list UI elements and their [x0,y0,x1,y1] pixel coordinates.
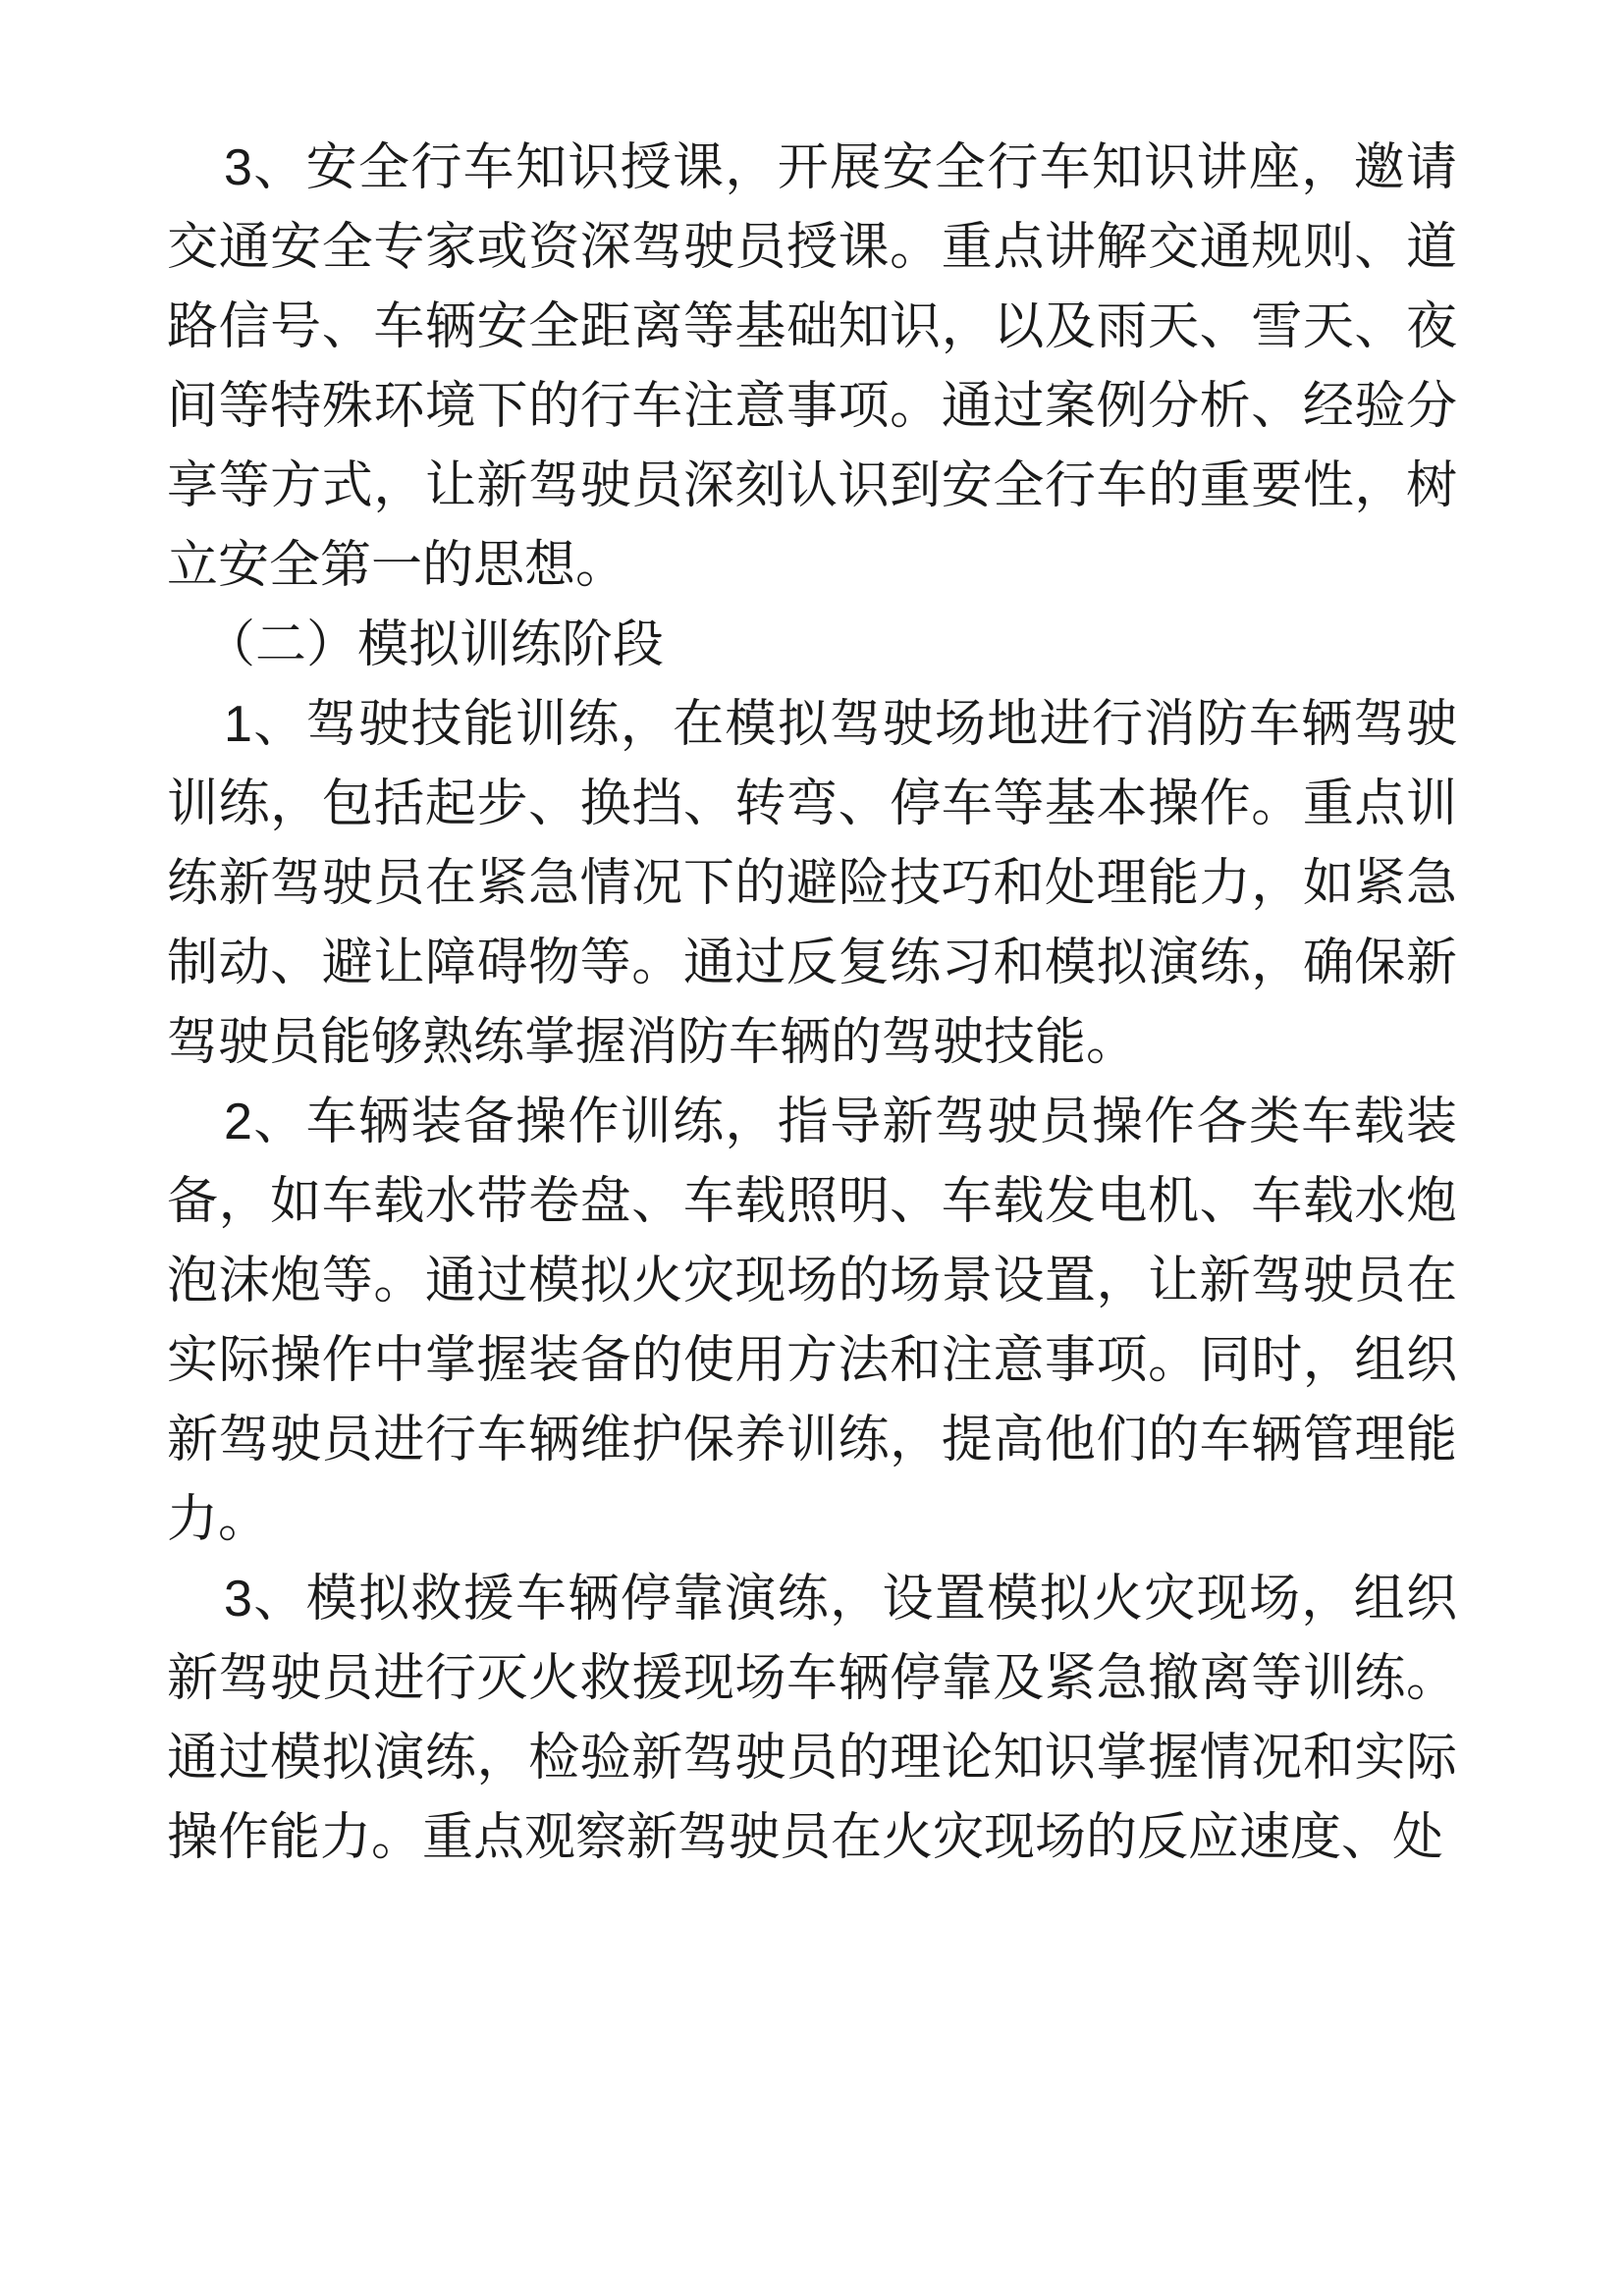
paragraph-safety-knowledge-lecture: 3、安全行车知识授课，开展安全行车知识讲座，邀请交通安全专家或资深驾驶员授课。重点讲解交通规则、道路信号、车辆安全距离等基础知识，以及雨天、雪天、夜间等特殊环境下的行车注意事项。通过案例分析、经验分享等方式，让新驾驶员深刻认识到安全行车的重要性，树立安全第一的思想。 [167,139,1457,594]
section-heading-simulation-training-phase: （二）模拟训练阶段 [204,616,665,673]
paragraph-rescue-parking-drill: 3、模拟救援车辆停靠演练，设置模拟火灾现场，组织新驾驶员进行灭火救援现场车辆停靠及紧急撤离等训练。通过模拟演练，检验新驾驶员的理论知识掌握情况和实际操作能力。重点观察新驾驶员在火灾现场的反应速度、处 [167,1571,1457,1866]
paragraph-driving-skill-training: 1、驾驶技能训练，在模拟驾驶场地进行消防车辆驾驶训练，包括起步、换挡、转弯、停车等基本操作。重点训练新驾驶员在紧急情况下的避险技巧和处理能力，如紧急制动、避让障碍物等。通过反复练习和模拟演练，确保新驾驶员能够熟练掌握消防车辆的驾驶技能。 [167,696,1457,1071]
paragraph-vehicle-equipment-training: 2、车辆装备操作训练，指导新驾驶员操作各类车载装备，如车载水带卷盘、车载照明、车载发电机、车载水炮泡沫炮等。通过模拟火灾现场的场景设置，让新驾驶员在实际操作中掌握装备的使用方法和注意事项。同时，组织新驾驶员进行车辆维护保养训练，提高他们的车辆管理能力。 [167,1094,1457,1548]
